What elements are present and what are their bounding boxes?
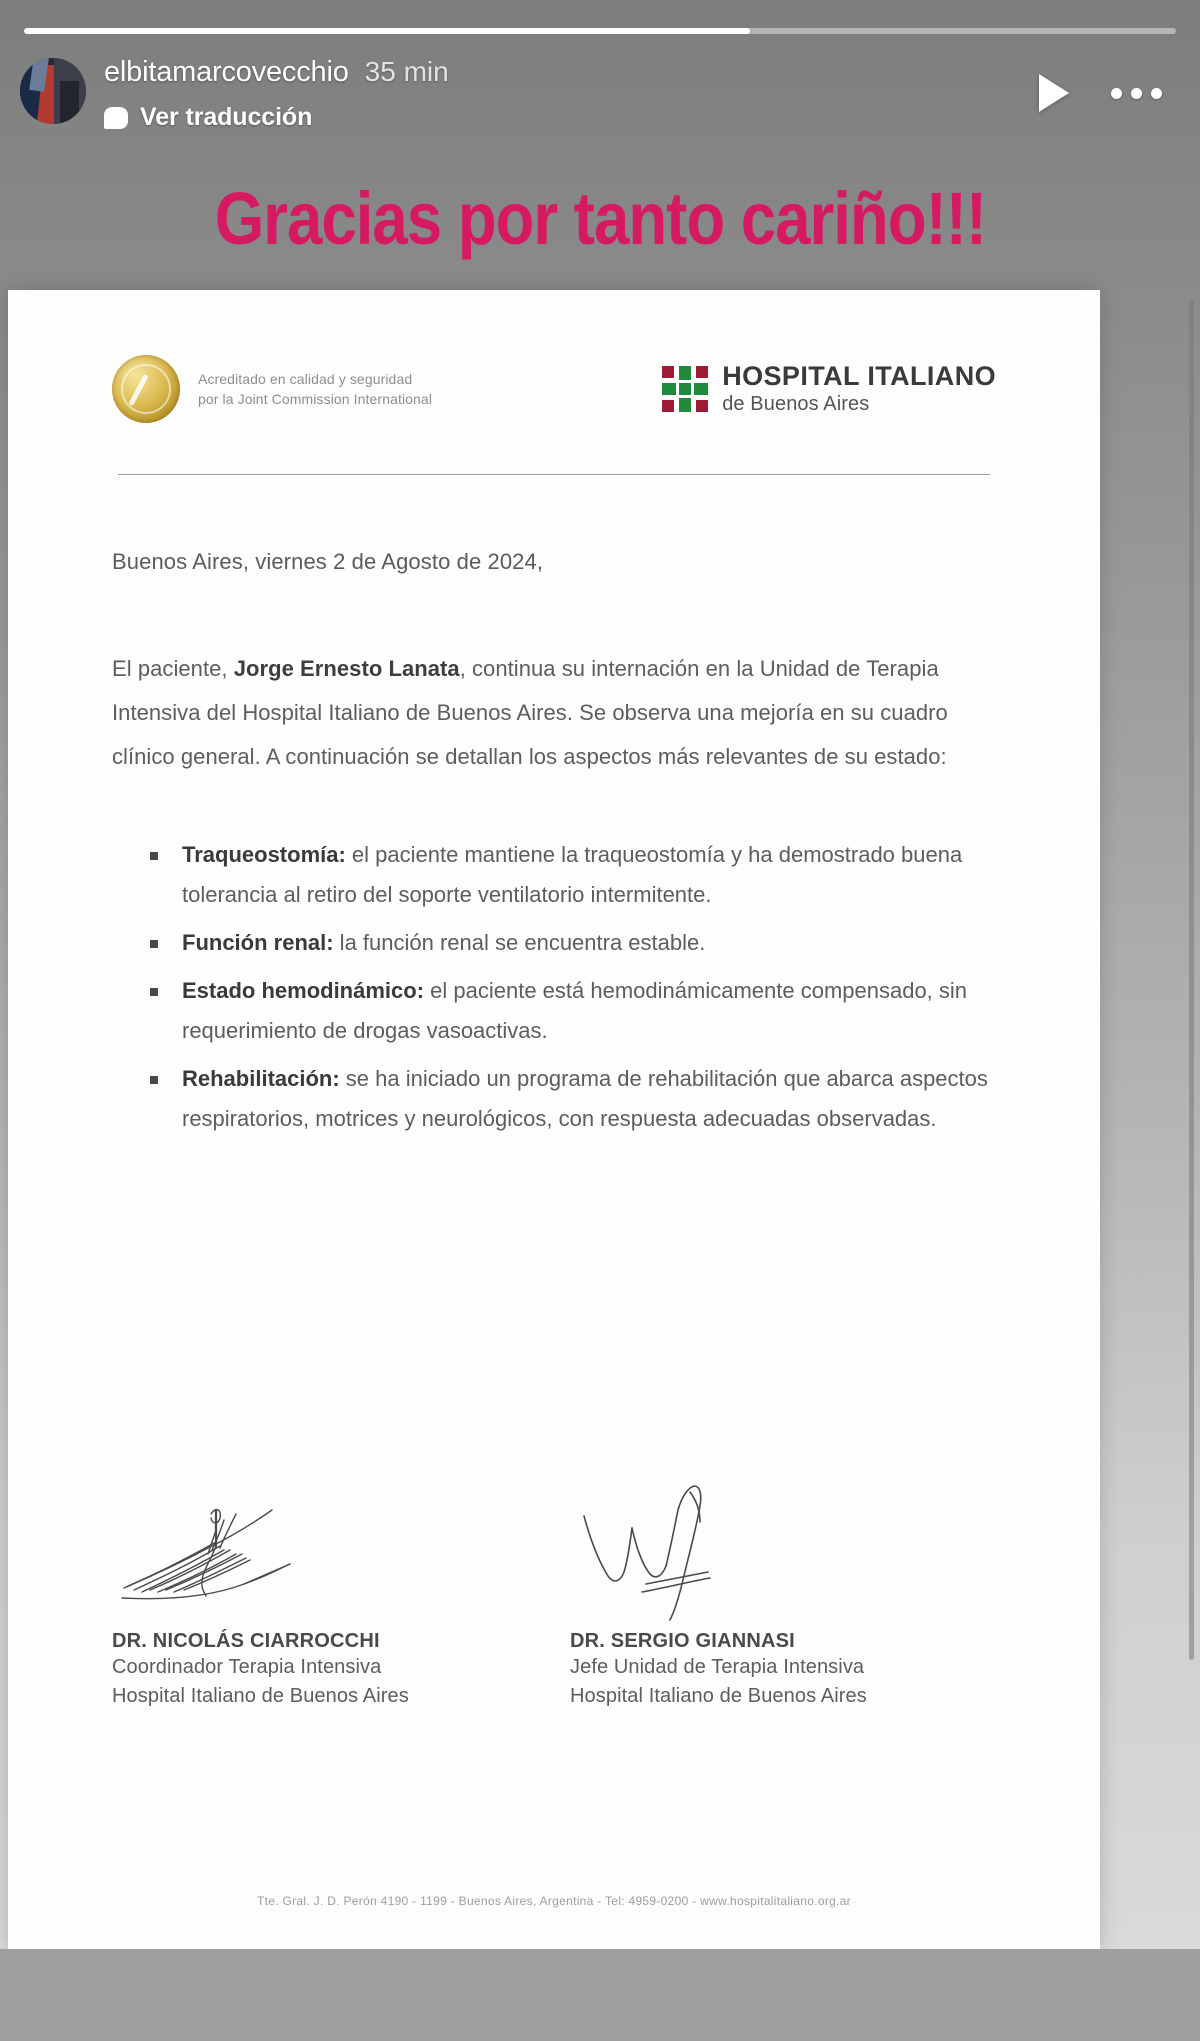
avatar[interactable] [20,58,86,124]
logo-square [662,366,674,378]
more-dot [1151,88,1162,99]
signatory-role: Jefe Unidad de Terapia Intensiva [570,1656,865,1678]
hospital-cross-logo-icon [662,366,708,412]
gold-accreditation-seal-icon [112,355,180,423]
clinical-status-text: se ha iniciado un programa de rehabilitación que abarca aspectos respiratorios, motrices y neurológicos, con respuesta adecuadas observadas. [182,1066,988,1132]
letterhead-divider [118,474,990,475]
story-header [20,52,1180,136]
logo-gap [691,383,694,395]
accreditation-block [112,355,432,423]
story-username[interactable]: elbitamarcovecchio [104,56,349,88]
clinical-status-text: el paciente está hemodinámicamente compensado, sin requerimiento de drogas vasoactivas. [182,978,968,1044]
more-dot [1111,88,1122,99]
clinical-status-text: la función renal se encuentra estable. [333,930,706,956]
story-header-actions [1039,52,1180,112]
logo-cross-horizontal [662,383,708,395]
accreditation-text [198,369,432,410]
story-bottom-strip [0,1949,1200,2041]
translate-bubble-icon [104,107,128,129]
medical-report-document [8,290,1100,1950]
see-translation-label: Ver traducción [140,103,313,131]
clinical-status-title: Función renal: [182,930,334,956]
play-icon[interactable] [1039,74,1069,112]
clinical-status-item [146,1059,996,1139]
hospital-logo [662,362,996,415]
hospital-name-primary: HOSPITAL ITALIANO [722,361,996,392]
clinical-status-item [146,923,996,963]
document-footer: Tte. Gral. J. D. Perón 4190 - 1199 - Buenos Aires, Argentina - Tel: 4959-0200 - www.hospitalitaliano.org.ar [257,1894,851,1908]
signature-block-right [554,1480,996,1711]
more-options-icon[interactable] [1111,88,1162,99]
hospital-name-block [722,362,996,415]
more-dot [1131,88,1142,99]
logo-square [696,366,708,378]
story-progress-fill [24,28,750,34]
signatory-org: Hospital Italiano de Buenos Aires [570,1685,867,1707]
story-progress-bar[interactable] [24,28,1176,34]
logo-gap [679,395,691,398]
story-author-row [104,58,449,87]
logo-square [696,400,708,412]
signature-area [112,1480,996,1711]
signatory-org: Hospital Italiano de Buenos Aires [112,1685,409,1707]
hospital-name-secondary: de Buenos Aires [722,392,870,415]
story-caption-text: Gracias por tanto cariño!!! [214,177,986,260]
signatory-name: DR. NICOLÁS CIARROCCHI [112,1630,380,1652]
scrollbar[interactable] [1189,300,1194,1660]
logo-gap [679,380,691,383]
signature-block-left [112,1480,554,1711]
signatory-name: DR. SERGIO GIANNASI [570,1630,795,1652]
clinical-status-title: Traqueostomía: [182,842,346,867]
clinical-status-list [112,835,996,1139]
logo-square [662,400,674,412]
patient-name: Jorge Ernesto Lanata [233,656,460,681]
paragraph-part-1: El paciente, [112,656,234,681]
clinical-status-title: Rehabilitación: [182,1066,340,1092]
clinical-status-item [146,835,996,915]
logo-gap [676,383,679,395]
handwritten-signature-icon [570,1480,996,1630]
story-header-texts [104,52,449,132]
document-letterhead [112,334,996,444]
document-date: Buenos Aires, viernes 2 de Agosto de 2024, [112,549,544,574]
see-translation-button[interactable] [104,103,449,132]
avatar-shape [60,81,80,124]
signatory-role: Coordinador Terapia Intensiva [112,1656,382,1678]
accreditation-line-2: por la Joint Commission International [198,391,433,407]
clinical-status-item [146,971,996,1051]
paragraph-part-2: , continua su internación en la Unidad de Terapia Intensiva del Hospital Italiano de Buenos Aires. Se observa una mejoría en su cuadro clínico general. A continuación se detallan los aspectos más relevantes de su estado: [112,656,948,769]
accreditation-line-1: Acreditado en calidad y seguridad [198,370,413,387]
handwritten-signature-icon [112,1480,554,1630]
clinical-status-text: el paciente mantiene la traqueostomía y ha demostrado buena tolerancia al retiro del soporte ventilatorio intermitente. [182,842,963,908]
clinical-status-title: Estado hemodinámico: [182,978,425,1004]
story-caption [0,178,1200,259]
document-intro-paragraph [112,647,996,779]
story-timestamp: 35 min [364,56,449,87]
